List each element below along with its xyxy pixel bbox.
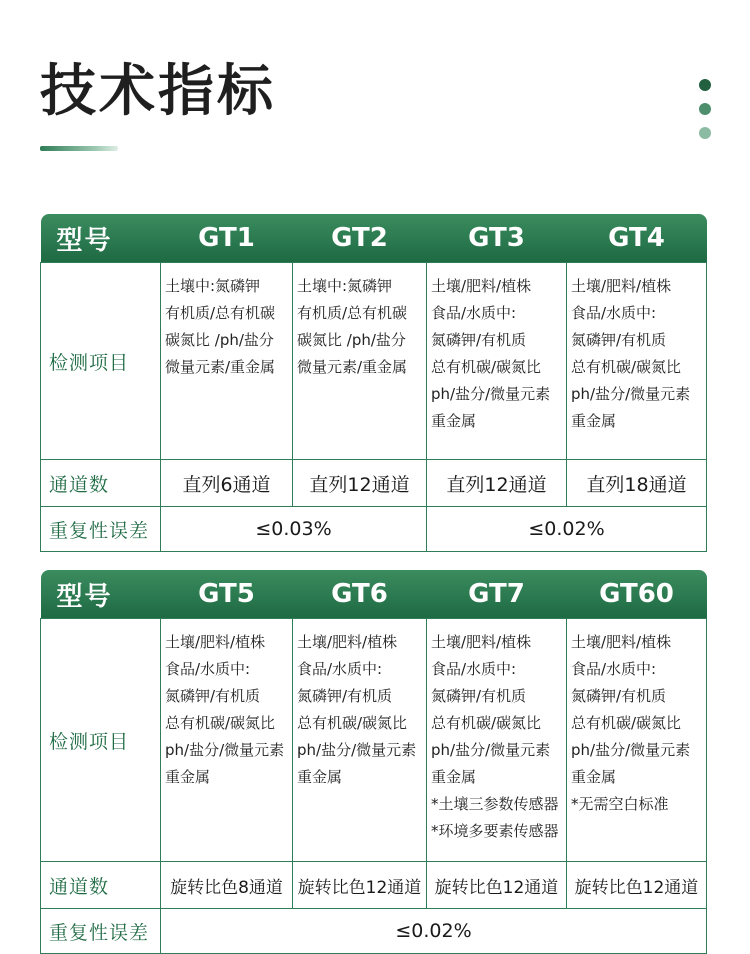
item-line: 氮磷钾/有机质 bbox=[571, 331, 667, 349]
item-line: 碳氮比 /ph/盐分 bbox=[165, 331, 274, 349]
item-line: *无需空白标准 bbox=[571, 795, 669, 813]
error-row-label: 重复性误差 bbox=[41, 507, 161, 552]
model-gt5: GT5 bbox=[161, 570, 293, 619]
error-cell: ≤0.03% bbox=[161, 507, 427, 552]
channel-cell: 旋转比色12通道 bbox=[567, 862, 707, 909]
channel-cell: 直列12通道 bbox=[293, 460, 427, 507]
error-row bbox=[41, 507, 707, 552]
item-line: 土壤/肥料/植株 bbox=[165, 633, 266, 651]
items-cell bbox=[293, 263, 427, 460]
item-line: 土壤/肥料/植株 bbox=[571, 277, 672, 295]
item-line: 有机质/总有机碳 bbox=[297, 304, 408, 322]
spec-table-1 bbox=[40, 214, 707, 552]
item-line: 食品/水质中: bbox=[297, 660, 383, 678]
item-line: 重金属 bbox=[165, 768, 211, 786]
page-title: 技术指标 bbox=[40, 59, 276, 124]
model-gt3: GT3 bbox=[427, 214, 567, 263]
item-line: 微量元素/重金属 bbox=[165, 358, 276, 376]
item-line: 总有机碳/碳氮比 bbox=[571, 358, 682, 376]
item-line: 重金属 bbox=[297, 768, 343, 786]
item-line: 氮磷钾/有机质 bbox=[431, 331, 527, 349]
items-cell bbox=[427, 263, 567, 460]
item-line: 重金属 bbox=[571, 412, 617, 430]
item-line: 总有机碳/碳氮比 bbox=[431, 358, 542, 376]
spec-table-2 bbox=[40, 570, 707, 954]
items-cell bbox=[567, 263, 707, 460]
decorative-dots bbox=[699, 79, 711, 151]
item-line: 食品/水质中: bbox=[571, 304, 657, 322]
items-cell bbox=[427, 619, 567, 862]
item-line: 氮磷钾/有机质 bbox=[431, 687, 527, 705]
item-line: 氮磷钾/有机质 bbox=[571, 687, 667, 705]
item-line: *土壤三参数传感器 bbox=[431, 795, 559, 813]
item-line: 食品/水质中: bbox=[431, 304, 517, 322]
table-header-row bbox=[41, 214, 707, 263]
model-header-label: 型号 bbox=[41, 570, 161, 619]
item-line: 土壤/肥料/植株 bbox=[431, 277, 532, 295]
item-line: 食品/水质中: bbox=[571, 660, 657, 678]
channel-cell: 旋转比色12通道 bbox=[427, 862, 567, 909]
channel-cell: 旋转比色12通道 bbox=[293, 862, 427, 909]
item-line: 总有机碳/碳氮比 bbox=[165, 714, 276, 732]
model-gt1: GT1 bbox=[161, 214, 293, 263]
item-line: *环境多要素传感器 bbox=[431, 822, 559, 840]
item-line: 总有机碳/碳氮比 bbox=[297, 714, 408, 732]
channel-cell: 直列12通道 bbox=[427, 460, 567, 507]
item-line: 氮磷钾/有机质 bbox=[297, 687, 393, 705]
model-gt6: GT6 bbox=[293, 570, 427, 619]
error-cell: ≤0.02% bbox=[427, 507, 707, 552]
table-header-row bbox=[41, 570, 707, 619]
items-cell bbox=[161, 619, 293, 862]
item-line: ph/盐分/微量元素 bbox=[571, 741, 691, 759]
error-row-label: 重复性误差 bbox=[41, 909, 161, 954]
item-line: 土壤/肥料/植株 bbox=[297, 633, 398, 651]
item-line: 有机质/总有机碳 bbox=[165, 304, 276, 322]
item-line: 重金属 bbox=[571, 768, 617, 786]
item-line: 土壤/肥料/植株 bbox=[571, 633, 672, 651]
item-line: 总有机碳/碳氮比 bbox=[431, 714, 542, 732]
item-line: 碳氮比 /ph/盐分 bbox=[297, 331, 406, 349]
dot-dark bbox=[699, 79, 711, 91]
item-line: ph/盐分/微量元素 bbox=[297, 741, 417, 759]
item-line: 土壤中:氮磷钾 bbox=[297, 277, 393, 295]
error-cell: ≤0.02% bbox=[161, 909, 707, 954]
title-underline bbox=[40, 146, 118, 151]
items-cell bbox=[293, 619, 427, 862]
dot-light bbox=[699, 127, 711, 139]
item-line: 重金属 bbox=[431, 412, 477, 430]
items-cell bbox=[567, 619, 707, 862]
model-gt4: GT4 bbox=[567, 214, 707, 263]
channels-row-label: 通道数 bbox=[41, 862, 161, 909]
item-line: ph/盐分/微量元素 bbox=[165, 741, 285, 759]
item-line: 土壤/肥料/植株 bbox=[431, 633, 532, 651]
item-line: ph/盐分/微量元素 bbox=[431, 741, 551, 759]
items-row bbox=[41, 619, 707, 862]
channel-cell: 直列18通道 bbox=[567, 460, 707, 507]
channel-cell: 旋转比色8通道 bbox=[161, 862, 293, 909]
item-line: 土壤中:氮磷钾 bbox=[165, 277, 261, 295]
items-row-label: 检测项目 bbox=[41, 619, 161, 862]
item-line: 重金属 bbox=[431, 768, 477, 786]
channels-row bbox=[41, 862, 707, 909]
error-row bbox=[41, 909, 707, 954]
items-row bbox=[41, 263, 707, 460]
channels-row bbox=[41, 460, 707, 507]
model-gt7: GT7 bbox=[427, 570, 567, 619]
item-line: ph/盐分/微量元素 bbox=[431, 385, 551, 403]
item-line: 氮磷钾/有机质 bbox=[165, 687, 261, 705]
item-line: ph/盐分/微量元素 bbox=[571, 385, 691, 403]
channel-cell: 直列6通道 bbox=[161, 460, 293, 507]
channels-row-label: 通道数 bbox=[41, 460, 161, 507]
item-line: 食品/水质中: bbox=[431, 660, 517, 678]
item-line: 微量元素/重金属 bbox=[297, 358, 408, 376]
model-gt2: GT2 bbox=[293, 214, 427, 263]
items-cell bbox=[161, 263, 293, 460]
items-row-label: 检测项目 bbox=[41, 263, 161, 460]
item-line: 总有机碳/碳氮比 bbox=[571, 714, 682, 732]
model-gt60: GT60 bbox=[567, 570, 707, 619]
dot-medium bbox=[699, 103, 711, 115]
item-line: 食品/水质中: bbox=[165, 660, 251, 678]
model-header-label: 型号 bbox=[41, 214, 161, 263]
